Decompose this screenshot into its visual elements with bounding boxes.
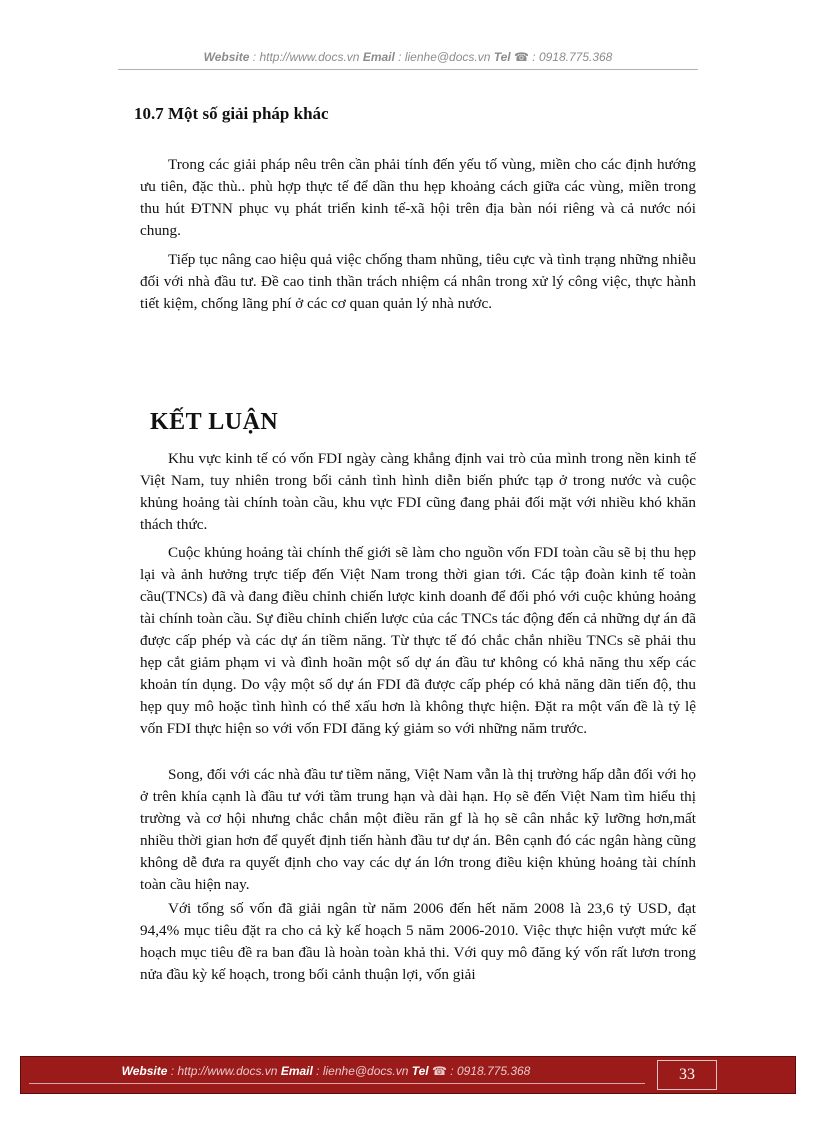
page-footer (20, 1056, 796, 1094)
header-website-label: Website (203, 50, 250, 64)
header-tel-label: Tel (493, 50, 511, 64)
section-paragraph-2: Tiếp tục nâng cao hiệu quả việc chống tham nhũng, tiêu cực và tình trạng những nhiễu đối với nhà đầu tư. Đề cao tinh thần trách nhiệm cá nhân trong xử lý công việc, thực hành tiết kiệm, chống lãng phí ở các cơ quan quản lý nhà nước. (140, 251, 696, 312)
section-title: 10.7 Một số giải pháp khác (134, 104, 329, 123)
footer-tel-value: ☎ : 0918.775.368 (428, 1064, 531, 1078)
header-tel-value: ☎ : 0918.775.368 (510, 50, 613, 64)
header-email-link[interactable]: : lienhe@docs.vn (394, 50, 494, 64)
footer-email-link[interactable]: : lienhe@docs.vn (312, 1064, 412, 1078)
footer-divider (29, 1083, 645, 1084)
conclusion-paragraph-3: Song, đối với các nhà đầu tư tiềm năng, Việt Nam vẫn là thị trường hấp dẫn đối với họ ở trên khía cạnh là đầu tư với tầm trung hạn và dài hạn. Họ sẽ đến Việt Nam tìm hiểu thị trường và cơ hội nhưng chắc chắn một điều răn gf là họ sẽ cân nhắc kỹ lưỡng hơn,mất nhiều thời gian hơn để quyết định tiến hành đầu tư dự án. Bên cạnh đó các ngân hàng cũng không dễ đưa ra quyết định cho vay các dự án lớn trong điều kiện khủng hoảng tài chính toàn cầu hiện nay. (140, 766, 696, 893)
header-website-link[interactable]: : http://www.docs.vn (249, 50, 363, 64)
conclusion-paragraph-4: Với tổng số vốn đã giải ngân từ năm 2006 đến hết năm 2008 là 23,6 tỷ USD, đạt 94,4% mục tiêu đặt ra cho cả kỳ kế hoạch 5 năm 2006-2010. Việc thực hiện vượt mức kế hoạch mục tiêu đề ra ban đầu là hoàn toàn khả thi. Với quy mô đăng ký vốn rất lươn trong nửa đầu kỳ kế hoạch, trong bối cảnh thuận lợi, vốn giải (140, 900, 696, 983)
footer-tel-label: Tel (411, 1064, 429, 1078)
footer-email-label: Email (280, 1064, 313, 1078)
footer-website-label: Website (121, 1064, 168, 1078)
conclusion-paragraph-1: Khu vực kinh tế có vốn FDI ngày càng khẳng định vai trò của mình trong nền kinh tế Việt Nam, tuy nhiên trong bối cảnh tình hình diễn biến phức tạp ở trong nước và cuộc khủng hoảng tài chính toàn cầu, khu vực FDI cũng đang phải đối mặt với nhiều khó khăn thách thức. (140, 450, 696, 533)
conclusion-title: KẾT LUẬN (150, 409, 279, 435)
conclusion-paragraph-2: Cuộc khủng hoảng tài chính thế giới sẽ làm cho nguồn vốn FDI toàn cầu sẽ bị thu hẹp lại và ảnh hưởng trực tiếp đến Việt Nam trong thời gian tới. Các tập đoàn kinh tế toàn cầu(TNCs) đã và đang điều chỉnh chiến lược kinh doanh để đối phó với cuộc khủng hoảng tài chính toàn cầu. Sự điều chỉnh chiến lược của các TNCs tác động đến cả những dự án đã được cấp phép và các dự án tiềm năng. Từ thực tế đó chắc chắn nhiều TNCs sẽ phải thu hẹp cắt giảm phạm vi và đình hoãn một số dự án đầu tư không có khả năng thu xếp các khoản tín dụng. Do vậy một số dự án FDI đã được cấp phép có khả năng dãn tiến độ, thu hẹp quy mô hoặc tình hình có thể xấu hơn là không thực hiện. Đặt ra một vấn đề là tỷ lệ vốn FDI thực hiện so với vốn FDI đăng ký giảm so với những năm trước. (140, 544, 696, 737)
footer-website-link[interactable]: : http://www.docs.vn (167, 1064, 281, 1078)
header-divider (118, 69, 698, 70)
page-header (118, 50, 698, 64)
section-paragraph-1: Trong các giải pháp nêu trên cần phải tính đến yếu tố vùng, miền cho các định hướng ưu tiên, đặc thù.. phù hợp thực tế để dần thu hẹp khoảng cách giữa các vùng, miền trong thu hút ĐTNN phục vụ phát triển kinh tế-xã hội trên địa bàn nói riêng và cả nước nói chung. (140, 156, 696, 239)
footer-contact (21, 1064, 631, 1078)
header-email-label: Email (362, 50, 395, 64)
page-number: 33 (657, 1060, 717, 1090)
